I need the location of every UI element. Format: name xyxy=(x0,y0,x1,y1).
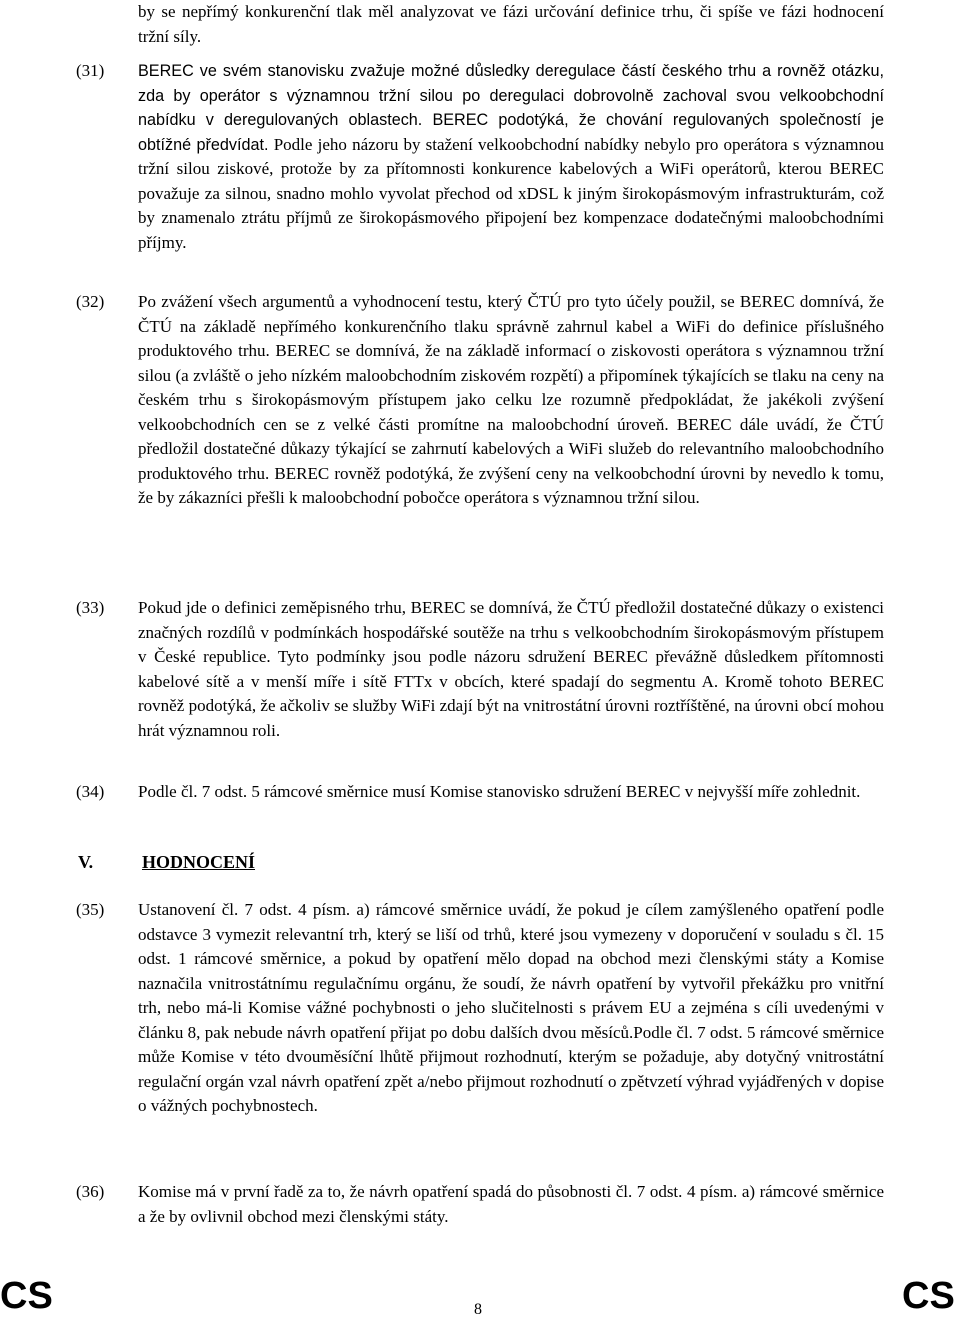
paragraph-number-34: (34) xyxy=(76,782,105,801)
paragraph-35: Ustanovení čl. 7 odst. 4 písm. a) rámcové směrnice uvádí, že pokud je cílem zamýšleného opatření podle odstavce 3 vymezit relevantní trh, který se liší od trhů, které jsou vymezeny v doporučení v souladu s čl. 15 odst. 1 rámcové směrnice, a pokud by opatření mělo dopad na obchod mezi členskými státy a Komise naznačila vnitrostátnímu regulačnímu orgánu, že soudí, že návrh opatření by vytvořil překážku pro vnitřní trh, nebo má-li Komise vážné pochybnosti o jeho slučitelnosti s právem EU a zejména s cíli uvedenými v článku 8, pak nebude návrh opatření přijat po dobu dalších dvou měsíců.Podle čl. 7 odst. 5 rámcové směrnice může Komise v této dvouměsíční lhůtě přijmout rozhodnutí, kterým se požaduje, aby dotyčný vnitrostátní regulační orgán vzal návrh opatření zpět a/nebo přijmout rozhodnutí o zpětvzetí výhrad vyjádřených v dopise o vážných pochybnostech. xyxy=(138,900,884,1115)
paragraph-34: Podle čl. 7 odst. 5 rámcové směrnice musí Komise stanovisko sdružení BEREC v nejvyšší míře zohlednit. xyxy=(138,782,861,801)
page-number: 8 xyxy=(474,1301,482,1318)
paragraph-32: Po zvážení všech argumentů a vyhodnocení testu, který ČTÚ pro tyto účely použil, se BEREC domnívá, že ČTÚ na základě nepřímého konkurenčního tlaku správně zahrnul kabel a WiFi do definice příslušného produktového trhu. BEREC se domnívá, že na základě informací o ziskovosti operátora s významnou tržní silou (a zvláště o jeho nízkém maloobchodním ziskovém rozpětí) a připomínek týkajících se tlaku na ceny na českém trhu s širokopásmovým přístupem jako celku lze rozumně předpokládat, že jakékoli zvýšení velkoobchodních cen se z velké části promítne na maloobchodní úroveň. BEREC dále uvádí, že ČTÚ předložil dostatečné důkazy týkající se zahrnutí kabelových a WiFi služeb do relevantního maloobchodního produktového trhu. BEREC rovněž podotýká, že zvýšení ceny na velkoobchodní úrovni by nevedlo k tomu, že by zákazníci přešli k maloobchodní pobočce operátora s významnou tržní silou. xyxy=(138,292,884,507)
section-number: V. xyxy=(78,852,94,872)
paragraph-31-text-b: Podle jeho názoru by stažení velkoobchodní nabídky nebylo pro operátora s významnou tržní silou ziskové, protože by za přítomnosti konkurence kabelových a WiFi operátorů, kterou BEREC považuje za silnou, snadno mohlo vyvolat přechod od xDSL k jiným širokopásmovým infrastrukturám, což by znamenalo ztrátu příjmů ze širokopásmového připojení bez kompenzace dodatečnými maloobchodními příjmy. xyxy=(138,134,884,252)
paragraph-31-text-a: BEREC ve svém stanovisku zvažuje možné důsledky deregulace částí českého trhu a rovněž otázku, zda by operátor s významnou tržní silou po deregulaci dobrovolně zachoval svou velkoobchodní nabídku v deregulovaných oblastech. BEREC podotýká, že chování regulovaných společností je obtížné předvídat. xyxy=(138,62,884,154)
paragraph-number-32: (32) xyxy=(76,292,105,311)
paragraph-number-35: (35) xyxy=(76,900,105,919)
paragraph-continuation: by se nepřímý konkurenční tlak měl analyzovat ve fázi určování definice trhu, či spíše ve fázi hodnocení tržní síly. xyxy=(138,2,884,46)
footer-language-code-left: CS xyxy=(0,1275,53,1317)
paragraph-number-36: (36) xyxy=(76,1182,105,1201)
paragraph-36: Komise má v první řadě za to, že návrh opatření spadá do působnosti čl. 7 odst. 4 písm. a) rámcové směrnice a že by ovlivnil obchod mezi členskými státy. xyxy=(138,1182,884,1226)
paragraph-31 xyxy=(138,59,884,255)
footer-language-code-right: CS xyxy=(902,1275,955,1317)
paragraph-number-33: (33) xyxy=(76,598,105,617)
section-title: HODNOCENÍ xyxy=(142,852,256,872)
paragraph-33: Pokud jde o definici zeměpisného trhu, BEREC se domnívá, že ČTÚ předložil dostatečné důkazy o existenci značných rozdílů v podmínkách hospodářské soutěže na trhu s velkoobchodním širokopásmovým přístupem v České republice. Tyto podmínky jsou podle názoru sdružení BEREC převážně důsledkem přítomnosti kabelové sítě a v menší míře i sítě FTTx v obcích, které spadají do segmentu A. Kromě tohoto BEREC rovněž podotýká, že ačkoliv se služby WiFi zdají být na vnitrostátní úrovni roztříštěné, na úrovni obcí mohou hrát významnou roli. xyxy=(138,598,884,740)
paragraph-number-31: (31) xyxy=(76,61,105,80)
